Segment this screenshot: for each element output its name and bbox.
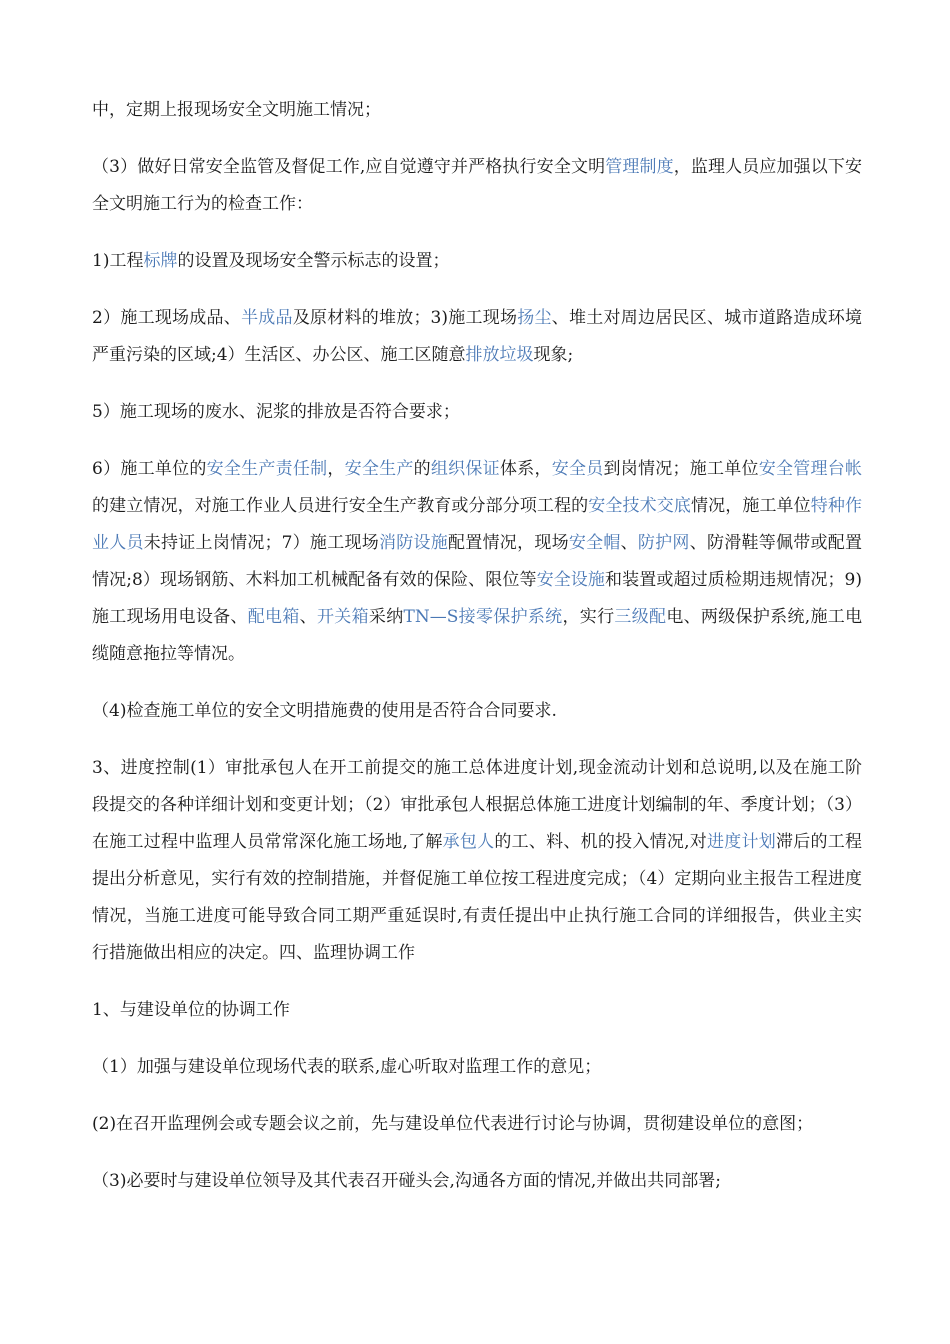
text-run: 、	[620, 533, 638, 553]
text-run: ，监理人员应加强以下安全文明施工行为的检查工作：	[92, 157, 863, 214]
text-run: 1)工程	[92, 251, 144, 271]
text-run: 2）施工现场成品、	[92, 308, 242, 328]
text-run: 配置情况，现场	[448, 533, 569, 553]
paragraph	[92, 394, 862, 431]
text-run: 3、进度控制(1）审批承包人在开工前提交的施工总体进度计划,现金流动计划和总说明,以及在施工阶段提交的各种详细计划和变更计划；（2）审批承包人根据总体施工进度计划编制的年、季度计划；（3）在施工过程中监理人员常常深化施工场地,了解	[92, 758, 862, 852]
text-run: 的建立情况，对施工作业人员进行安全生产教育或分部分项工程的	[92, 496, 589, 516]
text-run: 到岗情况；施工单位	[603, 459, 759, 479]
text-run: 6）施工单位的	[92, 459, 207, 479]
hyperlink[interactable]: 安全员	[551, 459, 604, 479]
text-run: 的工、料、机的投入情况,对	[494, 832, 708, 852]
text-run: 1、与建设单位的协调工作	[92, 1000, 290, 1020]
text-run: 和装置或超过质检期违规情况；9)施工现场用电设备、	[92, 570, 863, 627]
paragraph	[92, 243, 862, 280]
hyperlink[interactable]: 开关箱	[316, 607, 369, 627]
hyperlink[interactable]: 安全技术交底	[588, 496, 691, 516]
paragraph	[92, 451, 862, 673]
hyperlink[interactable]: 排放垃圾	[465, 345, 534, 365]
text-run: 体系，	[499, 459, 552, 479]
text-run: 、防滑鞋等佩带或配置情况;8）现场钢筋、木料加工机械配备有效的保险、限位等	[92, 533, 863, 590]
text-run: （4)检查施工单位的安全文明措施费的使用是否符合合同要求.	[92, 701, 557, 721]
paragraph	[92, 1106, 862, 1143]
text-run: （3)必要时与建设单位领导及其代表召开碰头会,沟通各方面的情况,并做出共同部署;	[92, 1171, 721, 1191]
hyperlink[interactable]: 承包人	[442, 832, 495, 852]
text-run: 采纳	[368, 607, 404, 627]
hyperlink[interactable]: 安全设施	[536, 570, 606, 590]
text-run: 及原材料的堆放；3)施工现场	[292, 308, 518, 328]
paragraph	[92, 1163, 862, 1200]
hyperlink[interactable]: 进度计划	[707, 832, 777, 852]
paragraph	[92, 300, 862, 374]
hyperlink[interactable]: 安全生产责任制	[206, 459, 328, 479]
text-run: 的	[413, 459, 431, 479]
text-run: 5）施工现场的废水、泥浆的排放是否符合要求；	[92, 402, 460, 422]
hyperlink[interactable]: 三级配	[614, 607, 667, 627]
hyperlink[interactable]: 安全生产	[344, 459, 414, 479]
text-run: 滞后的工程提出分析意见，实行有效的控制措施，并督促施工单位按工程进度完成；（4）定期向业主报告工程进度情况，当施工进度可能导致合同工期严重延误时,有责任提出中止执行施工合同的详细报告，供业主实行措施做出相应的决定。四、监理协调工作	[92, 832, 863, 963]
text-run: （3）做好日常安全监管及督促工作,应自觉遵守并严格执行安全文明	[92, 157, 606, 177]
hyperlink[interactable]: 消防设施	[378, 533, 449, 553]
hyperlink[interactable]: 安全帽	[568, 533, 621, 553]
text-run: 、堆土对周边居民区、城市道路造成环境严重污染的区域;4）生活区、办公区、施工区随意	[92, 308, 863, 365]
hyperlink[interactable]: 组织保证	[430, 459, 500, 479]
text-run: 情况，施工单位	[690, 496, 811, 516]
paragraph	[92, 1049, 862, 1086]
hyperlink[interactable]: 管理制度	[605, 157, 674, 177]
hyperlink[interactable]: 配电箱	[247, 607, 300, 627]
text-run: 现象;	[533, 345, 574, 365]
paragraph	[92, 92, 862, 129]
text-run: 未持证上岗情况；7）施工现场	[143, 533, 379, 553]
text-run: 、	[299, 607, 317, 627]
text-run: (2)在召开监理例会或专题会议之前，先与建设单位代表进行讨论与协调，贯彻建设单位的意图；	[92, 1114, 814, 1134]
hyperlink[interactable]: TN—S接零保护系统	[403, 607, 563, 627]
hyperlink[interactable]: 扬尘	[517, 308, 552, 328]
paragraph	[92, 750, 862, 972]
text-run: 中，定期上报现场安全文明施工情况；	[92, 100, 381, 120]
hyperlink[interactable]: 安全管理台帐	[758, 459, 863, 479]
text-run: ，实行	[562, 607, 615, 627]
paragraph	[92, 992, 862, 1029]
hyperlink[interactable]: 标牌	[143, 251, 178, 271]
text-run: 的设置及现场安全警示标志的设置；	[177, 251, 450, 271]
hyperlink[interactable]: 防护网	[637, 533, 690, 553]
text-run: （1）加强与建设单位现场代表的联系,虚心听取对监理工作的意见；	[92, 1057, 602, 1077]
paragraph	[92, 693, 862, 730]
text-run: ，	[327, 459, 345, 479]
paragraph	[92, 149, 862, 223]
text-run: 电、两级保护系统,施工电缆随意拖拉等情况。	[92, 607, 863, 664]
hyperlink[interactable]: 特种作业人员	[92, 496, 863, 553]
document-body	[92, 92, 862, 1220]
hyperlink[interactable]: 半成品	[241, 308, 293, 328]
